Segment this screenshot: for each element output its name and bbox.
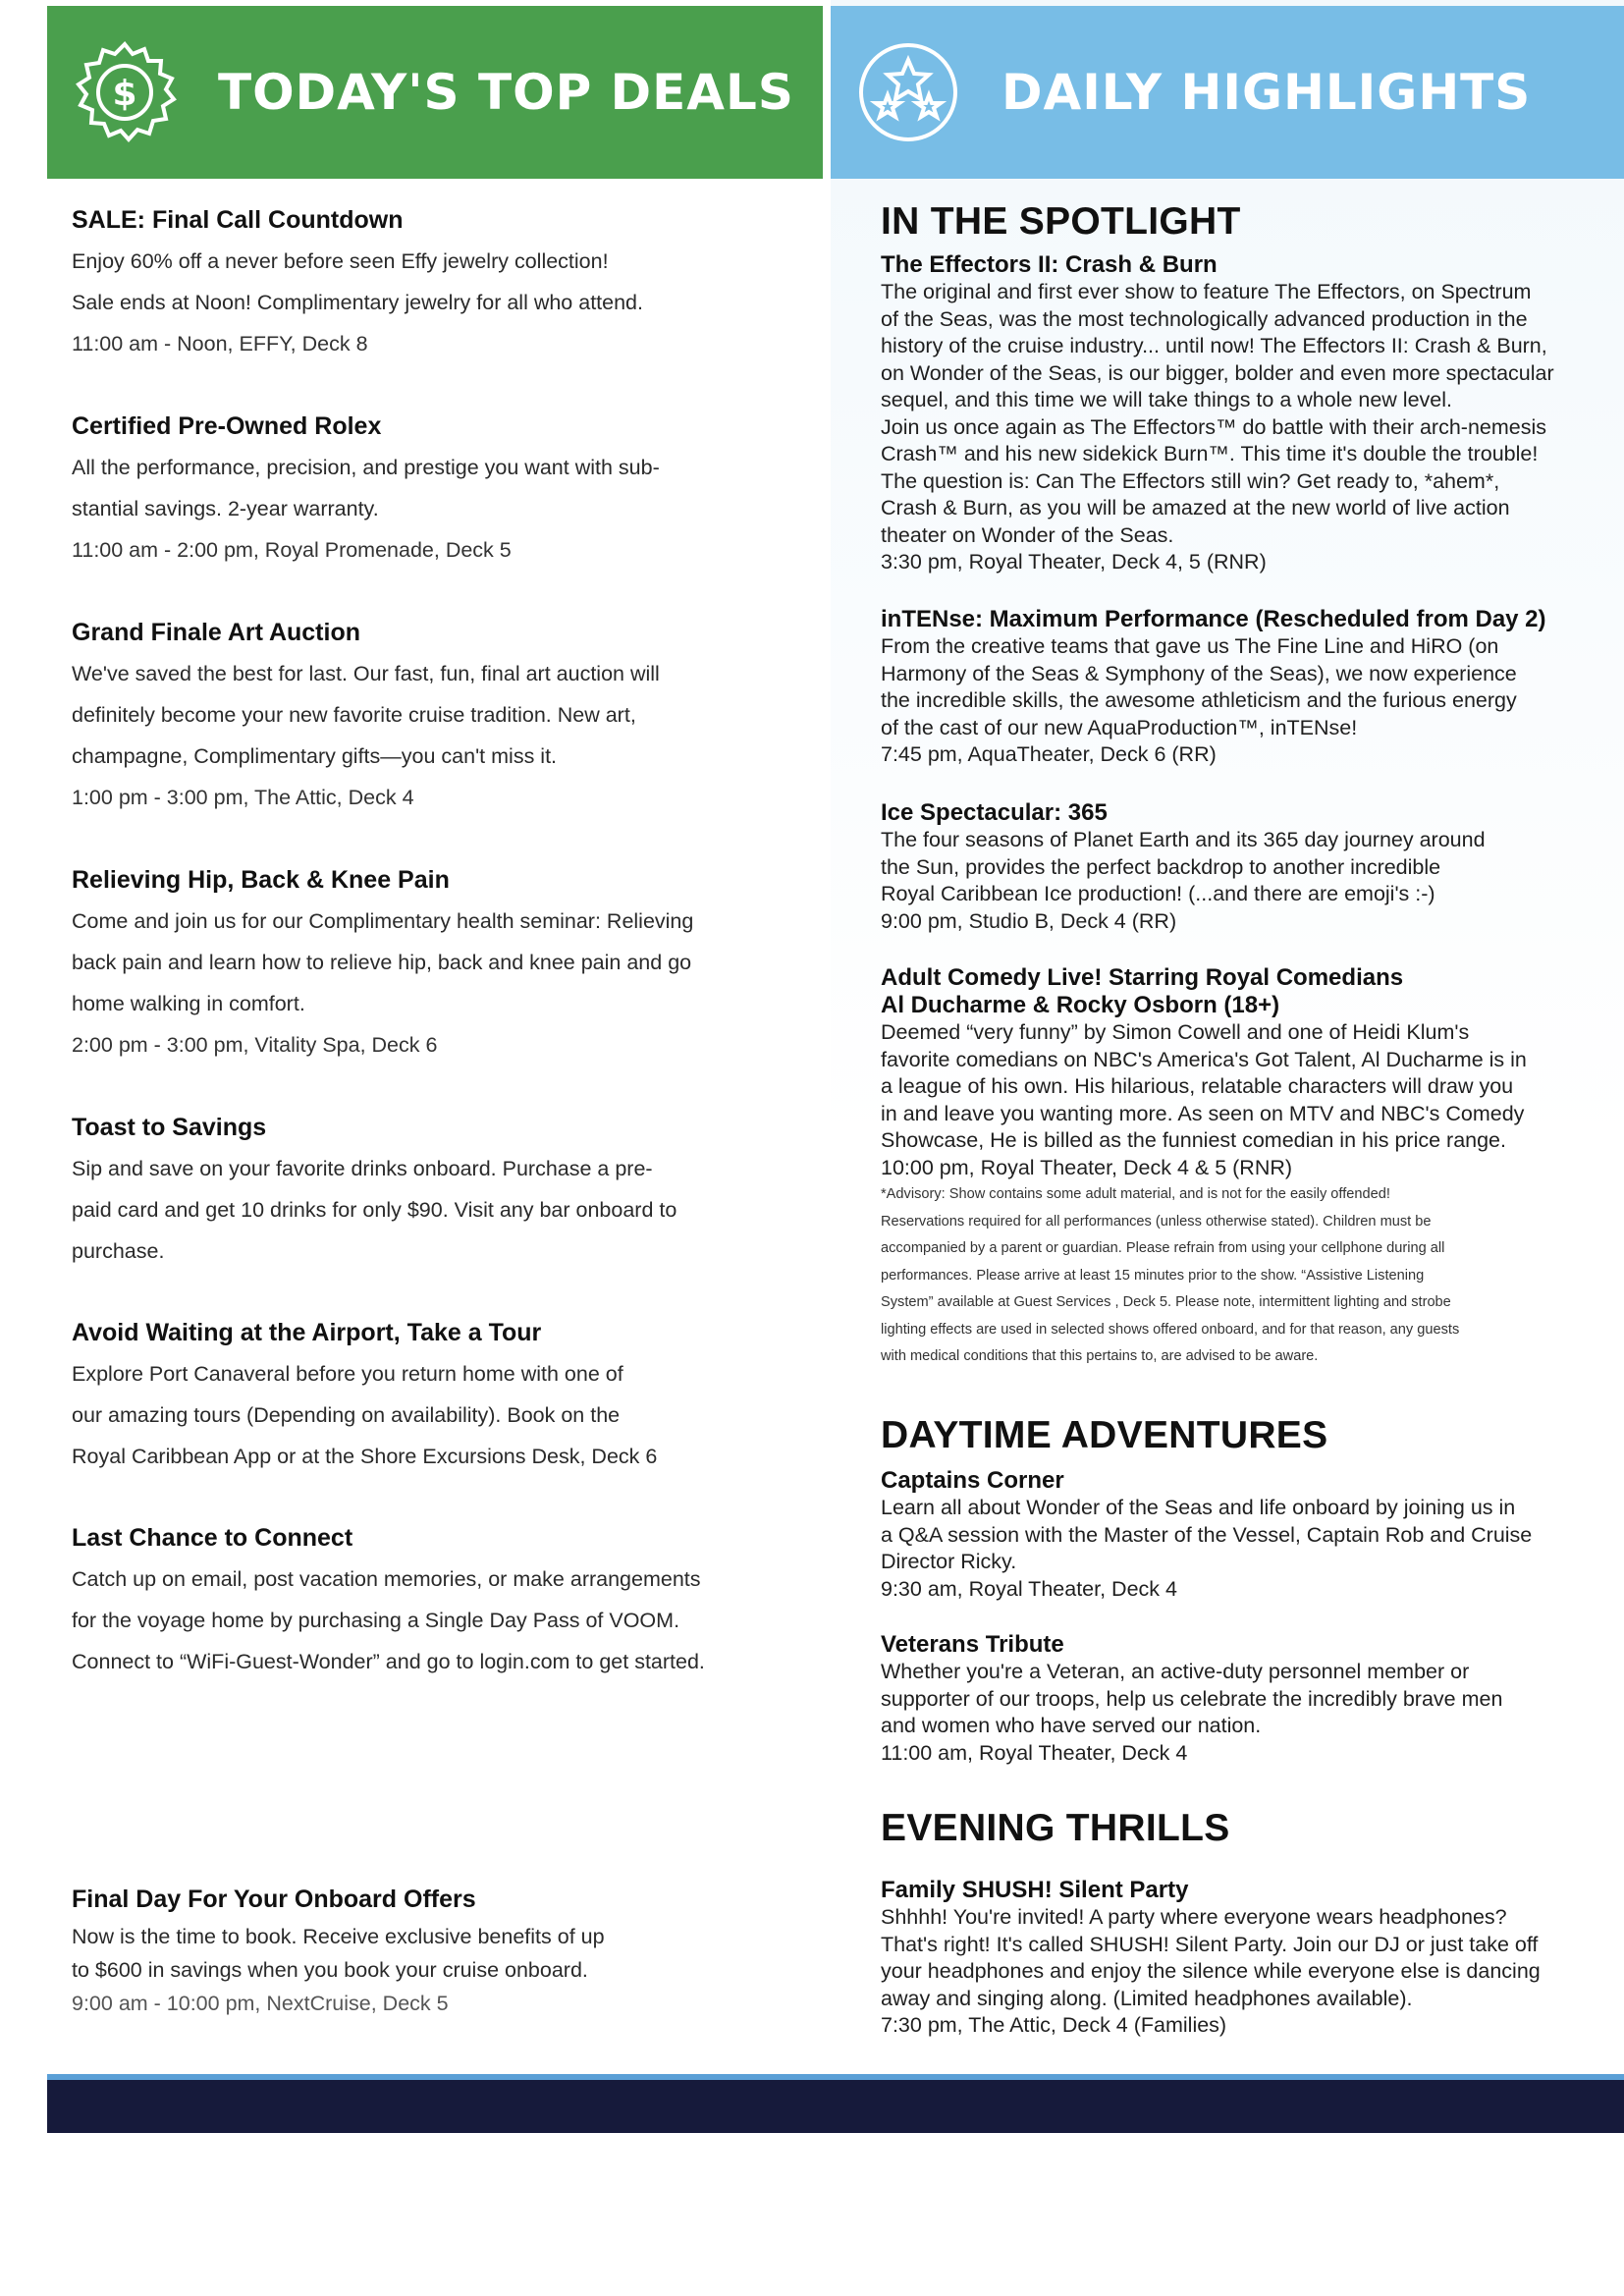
event-title: Captains Corner — [881, 1467, 1064, 1494]
deal-line: for the voyage home by purchasing a Single Day Pass of VOOM. — [72, 1609, 680, 1632]
deals-title: TODAY'S TOP DEALS — [218, 64, 794, 121]
show-line: Crash & Burn, as you will be amazed at the new world of live action — [881, 496, 1510, 519]
event-line: That's right! It's called SHUSH! Silent Party. Join our DJ or just take off — [881, 1932, 1539, 1956]
event-line: supporter of our troops, help us celebrate the incredibly brave men — [881, 1686, 1503, 1711]
footer-band — [47, 2080, 1624, 2133]
show-line: sequel, and this time we will take things to a whole new level. — [881, 388, 1453, 411]
event-line: a Q&A session with the Master of the Vessel, Captain Rob and Cruise — [881, 1522, 1533, 1547]
show-line: the Sun, provides the perfect backdrop to another incredible — [881, 854, 1441, 879]
deal-title: Final Day For Your Onboard Offers — [72, 1886, 476, 1913]
dollar-badge-icon — [71, 38, 179, 146]
show-time: 10:00 pm, Royal Theater, Deck 4 & 5 (RNR) — [881, 1155, 1293, 1179]
advisory-line: accompanied by a parent or guardian. Please refrain from using your cellphone during all — [881, 1240, 1445, 1256]
show-line: Royal Caribbean Ice production! (...and there are emoji's :-) — [881, 882, 1435, 905]
show-title-2: Al Ducharme & Rocky Osborn (18+) — [881, 992, 1280, 1018]
show-line: Harmony of the Seas & Symphony of the Seas), we now experience — [881, 661, 1517, 685]
deal-title: SALE: Final Call Countdown — [72, 206, 404, 234]
deal-line: Catch up on email, post vacation memories, or make arrangements — [72, 1567, 701, 1591]
daytime-item — [881, 1467, 1619, 1603]
deal-item — [72, 619, 818, 818]
spotlight-item — [881, 964, 1619, 1371]
show-title: Adult Comedy Live! Starring Royal Comedians — [881, 964, 1404, 991]
deal-time: 11:00 am - Noon, EFFY, Deck 8 — [72, 332, 368, 355]
deal-line: champagne, Complimentary gifts—you can't miss it. — [72, 744, 558, 768]
svg-text:$: $ — [112, 74, 137, 114]
show-line: The four seasons of Planet Earth and its 365 day journey around — [881, 828, 1486, 851]
advisory-line: performances. Please arrive at least 15 minutes prior to the show. “Assistive Listening — [881, 1267, 1425, 1284]
event-title: Veterans Tribute — [881, 1631, 1064, 1658]
advisory-line: lighting effects are used in selected shows offered onboard, and for that reason, any guests — [881, 1321, 1460, 1338]
deals-header — [47, 6, 823, 179]
show-line: of the Seas, was the most technologically advanced production in the — [881, 306, 1528, 331]
show-title: The Effectors II: Crash & Burn — [881, 251, 1218, 278]
deal-line: paid card and get 10 drinks for only $90. Visit any bar onboard to — [72, 1198, 677, 1222]
event-line: your headphones and enjoy the silence while everyone else is dancing — [881, 1959, 1541, 1983]
deal-item — [72, 866, 818, 1066]
show-line: Deemed “very funny” by Simon Cowell and one of Heidi Klum's — [881, 1020, 1470, 1044]
deal-line: We've saved the best for last. Our fast, fun, final art auction will — [72, 662, 660, 685]
event-time: 11:00 am, Royal Theater, Deck 4 — [881, 1740, 1188, 1765]
highlights-title: DAILY HIGHLIGHTS — [1001, 64, 1532, 121]
show-line: of the cast of our new AquaProduction™, inTENse! — [881, 715, 1358, 739]
event-line: Shhhh! You're invited! A party where everyone wears headphones? — [881, 1905, 1507, 1929]
deal-item — [72, 1524, 818, 1682]
evening-heading: EVENING THRILLS — [881, 1807, 1230, 1849]
show-line: Join us once again as The Effectors™ do battle with their arch-nemesis — [881, 414, 1547, 439]
advisory-line: *Advisory: Show contains some adult material, and is not for the easily offended! — [881, 1186, 1390, 1202]
show-line: Crash™ and his new sidekick Burn™. This time it's double the trouble! — [881, 442, 1539, 465]
daytime-item — [881, 1631, 1619, 1767]
deal-time: 11:00 am - 2:00 pm, Royal Promenade, Deck 5 — [72, 538, 512, 562]
show-time: 9:00 pm, Studio B, Deck 4 (RR) — [881, 908, 1177, 933]
stars-badge-icon — [854, 38, 962, 146]
event-line: away and singing along. (Limited headphones available). — [881, 1986, 1413, 2010]
deal-line: stantial savings. 2-year warranty. — [72, 497, 379, 520]
event-line: and women who have served our nation. — [881, 1714, 1262, 1737]
show-line: a league of his own. His hilarious, relatable characters will draw you — [881, 1074, 1514, 1098]
show-title: inTENse: Maximum Performance (Rescheduled from Day 2) — [881, 606, 1546, 632]
deal-time: 2:00 pm - 3:00 pm, Vitality Spa, Deck 6 — [72, 1033, 438, 1057]
deal-line: definitely become your new favorite cruise tradition. New art, — [72, 703, 636, 727]
deal-item — [72, 1886, 818, 2020]
show-line: the incredible skills, the awesome athleticism and the furious energy — [881, 688, 1517, 712]
evening-item — [881, 1877, 1619, 2040]
show-line: on Wonder of the Seas, is our bigger, bolder and even more spectacular — [881, 360, 1554, 385]
deal-time: 9:00 am - 10:00 pm, NextCruise, Deck 5 — [72, 1992, 449, 2015]
deal-time: 1:00 pm - 3:00 pm, The Attic, Deck 4 — [72, 786, 414, 809]
deal-line: Explore Port Canaveral before you return home with one of — [72, 1362, 623, 1386]
event-time: 9:30 am, Royal Theater, Deck 4 — [881, 1576, 1177, 1601]
event-line: Learn all about Wonder of the Seas and life onboard by joining us in — [881, 1496, 1516, 1519]
advisory-line: System” available at Guest Services , Deck 5. Please note, intermittent lighting and strobe — [881, 1294, 1451, 1310]
show-line: theater on Wonder of the Seas. — [881, 522, 1174, 547]
deal-line: Now is the time to book. Receive exclusive benefits of up — [72, 1925, 605, 1948]
show-line: history of the cruise industry... until now! The Effectors II: Crash & Burn, — [881, 334, 1547, 357]
show-line: favorite comedians on NBC's America's Got Talent, Al Ducharme is in — [881, 1047, 1527, 1071]
deal-line: Sale ends at Noon! Complimentary jewelry for all who attend. — [72, 291, 643, 314]
deal-line: our amazing tours (Depending on availability). Book on the — [72, 1403, 621, 1427]
deal-item — [72, 412, 818, 571]
event-time: 7:30 pm, The Attic, Deck 4 (Families) — [881, 2013, 1227, 2037]
event-line: Director Ricky. — [881, 1550, 1017, 1573]
spotlight-item — [881, 606, 1619, 769]
deal-line: Connect to “WiFi-Guest-Wonder” and go to login.com to get started. — [72, 1650, 705, 1673]
show-title: Ice Spectacular: 365 — [881, 799, 1108, 826]
advisory-line: Reservations required for all performances (unless otherwise stated). Children must be — [881, 1213, 1432, 1230]
deal-line: to $600 in savings when you book your cruise onboard. — [72, 1958, 588, 1982]
show-line: in and leave you wanting more. As seen on MTV and NBC's Comedy — [881, 1101, 1525, 1125]
event-line: Whether you're a Veteran, an active-duty personnel member or — [881, 1660, 1470, 1683]
deal-line: home walking in comfort. — [72, 992, 305, 1015]
spotlight-item — [881, 251, 1619, 576]
deal-item — [72, 1319, 818, 1477]
deal-line: Come and join us for our Complimentary health seminar: Relieving — [72, 909, 694, 933]
show-time: 3:30 pm, Royal Theater, Deck 4, 5 (RNR) — [881, 550, 1267, 574]
event-title: Family SHUSH! Silent Party — [881, 1877, 1189, 1903]
deal-line: All the performance, precision, and prestige you want with sub- — [72, 456, 660, 479]
show-line: Showcase, He is billed as the funniest comedian in his price range. — [881, 1128, 1506, 1152]
spotlight-heading: IN THE SPOTLIGHT — [881, 200, 1241, 243]
deal-title: Last Chance to Connect — [72, 1524, 353, 1552]
show-line: The original and first ever show to feature The Effectors, on Spectrum — [881, 280, 1532, 303]
deal-title: Relieving Hip, Back & Knee Pain — [72, 866, 450, 894]
show-time: 7:45 pm, AquaTheater, Deck 6 (RR) — [881, 742, 1217, 766]
deal-line: back pain and learn how to relieve hip, back and knee pain and go — [72, 951, 692, 974]
deal-title: Grand Finale Art Auction — [72, 619, 360, 646]
advisory-line: with medical conditions that this pertains to, are advised to be aware. — [881, 1348, 1319, 1364]
deal-line: Enjoy 60% off a never before seen Effy jewelry collection! — [72, 249, 609, 273]
deal-title: Avoid Waiting at the Airport, Take a Tour — [72, 1319, 542, 1346]
daytime-heading: DAYTIME ADVENTURES — [881, 1414, 1328, 1456]
spotlight-item — [881, 799, 1619, 935]
deal-title: Certified Pre-Owned Rolex — [72, 412, 382, 440]
show-line: The question is: Can The Effectors still win? Get ready to, *ahem*, — [881, 468, 1500, 493]
highlights-header — [831, 6, 1624, 179]
deal-title: Toast to Savings — [72, 1114, 267, 1141]
deal-line: Sip and save on your favorite drinks onboard. Purchase a pre- — [72, 1157, 653, 1180]
deal-item — [72, 1114, 818, 1272]
deal-item — [72, 206, 818, 364]
show-line: From the creative teams that gave us The Fine Line and HiRO (on — [881, 634, 1499, 658]
deal-line: purchase. — [72, 1239, 165, 1263]
deal-line: Royal Caribbean App or at the Shore Excursions Desk, Deck 6 — [72, 1445, 658, 1468]
